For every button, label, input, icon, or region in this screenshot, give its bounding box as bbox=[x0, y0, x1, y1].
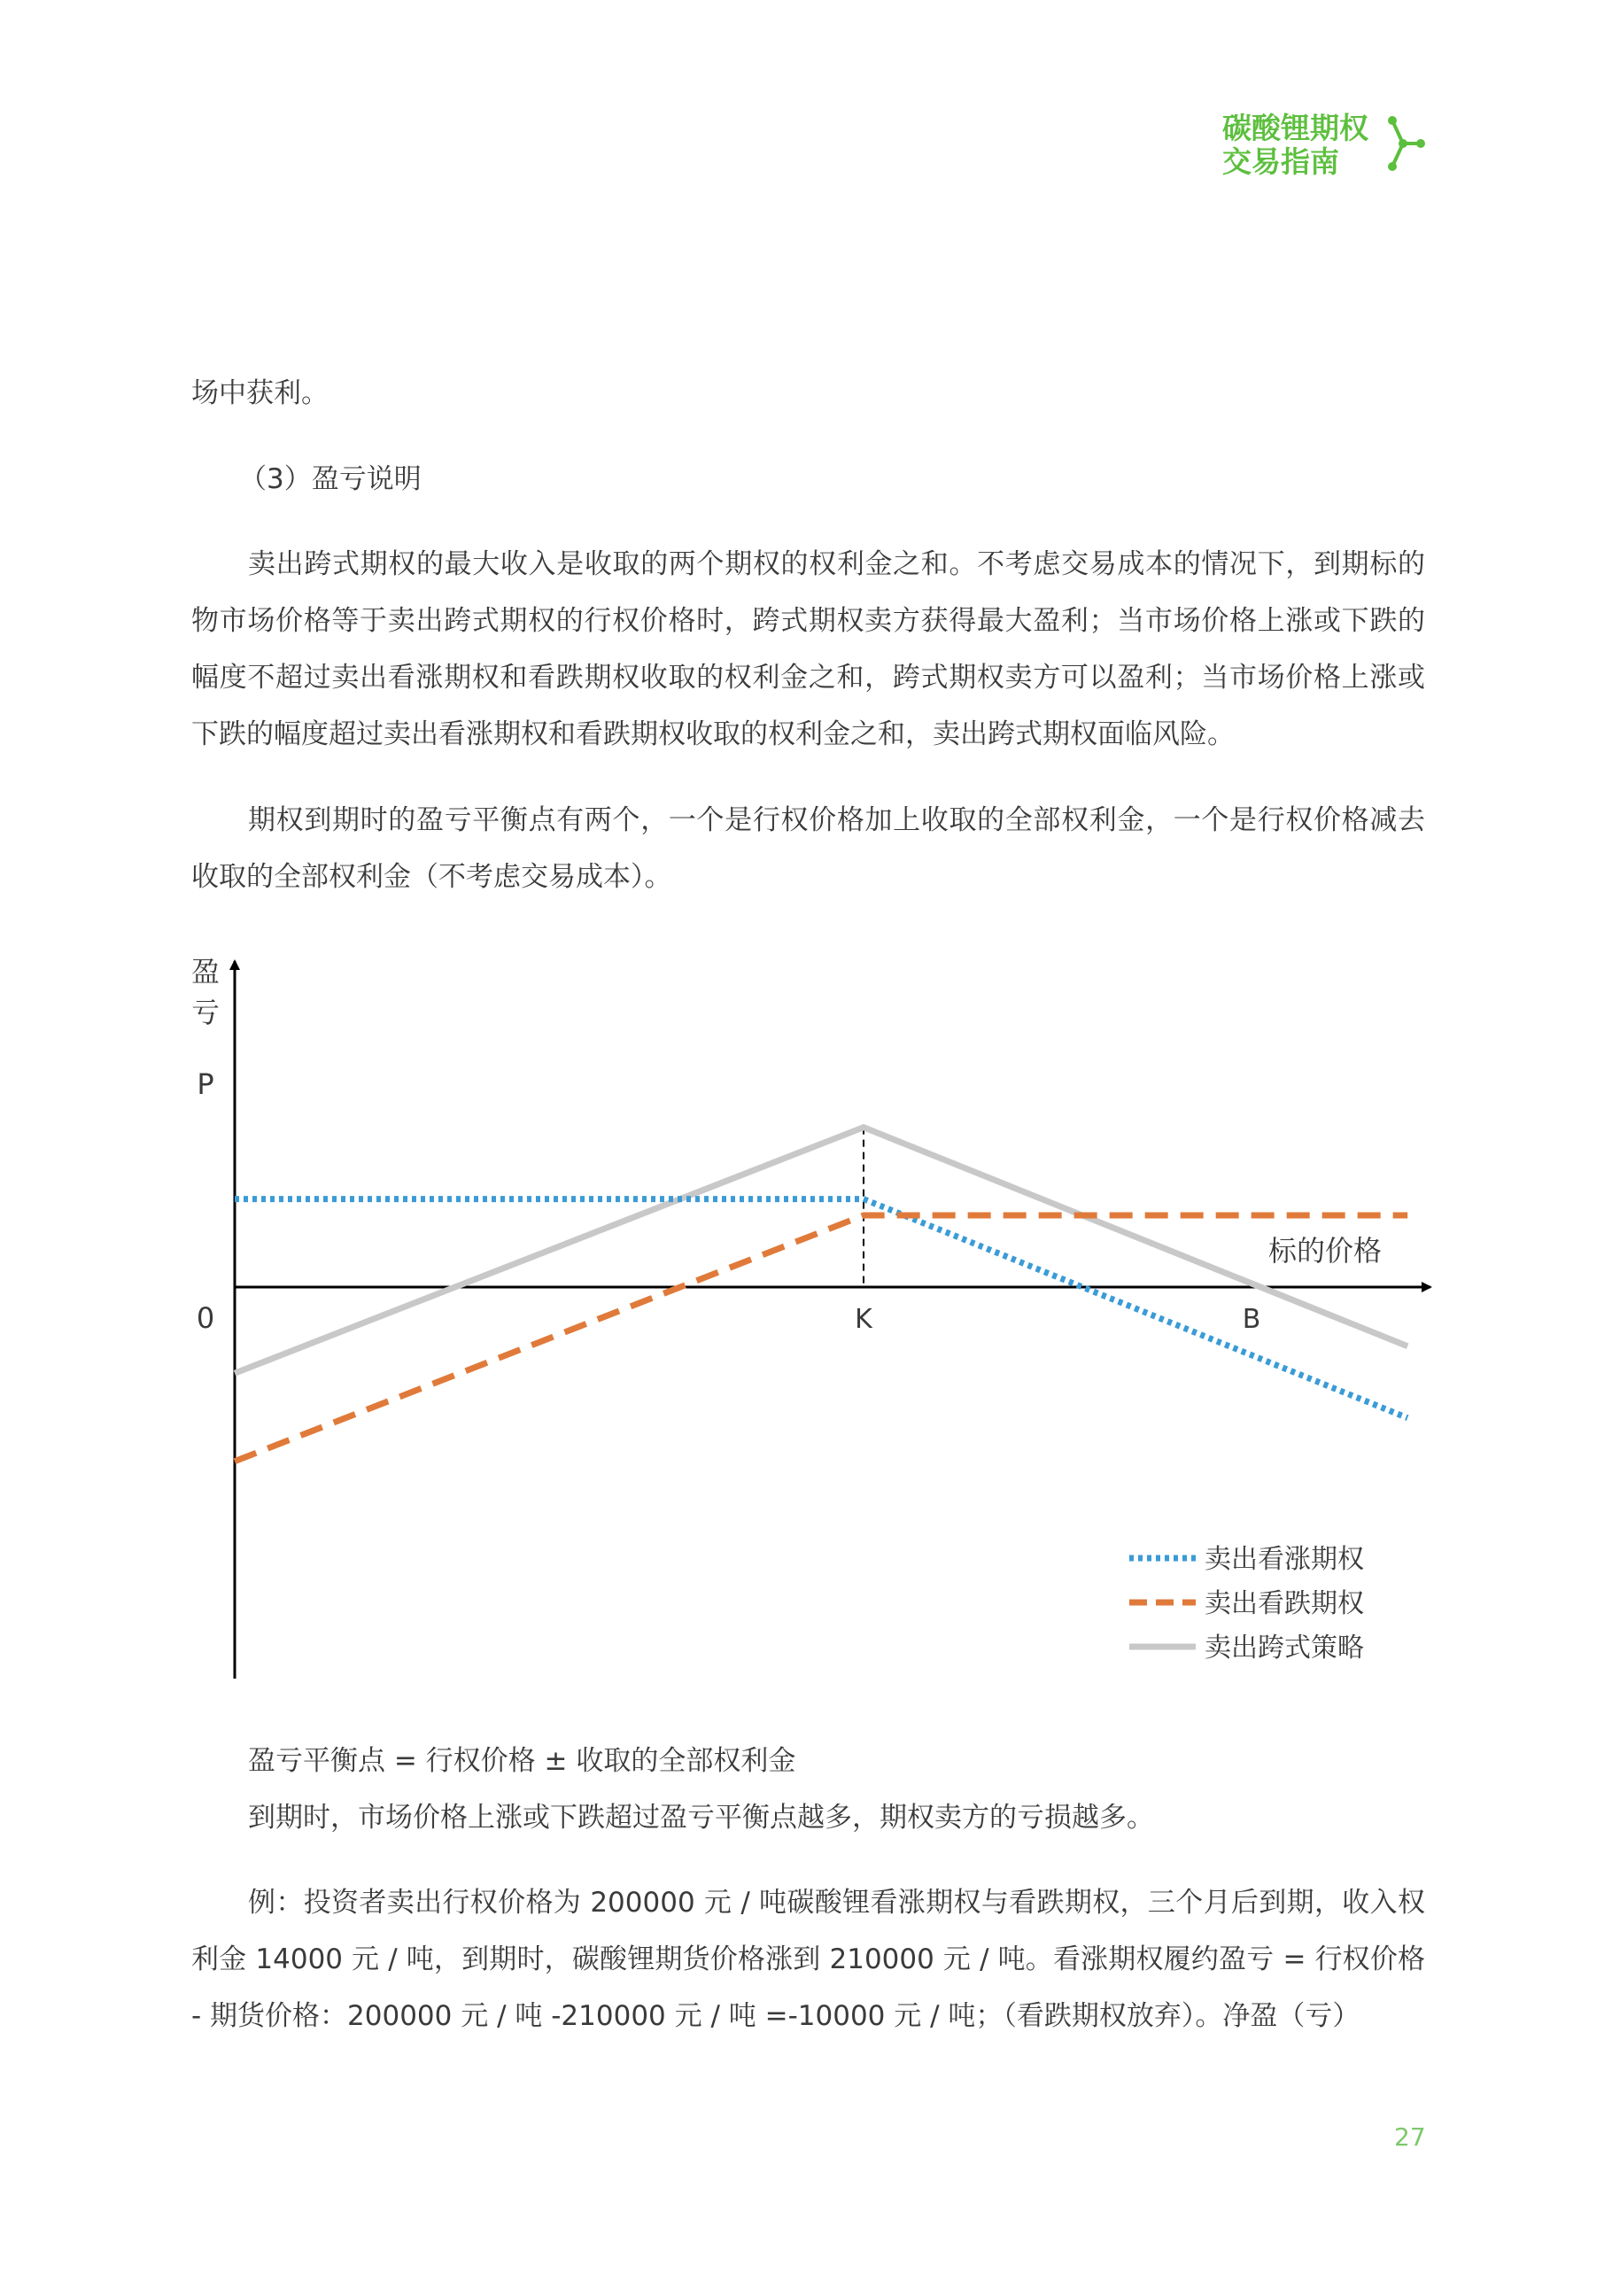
header-title-line2: 交易指南 bbox=[1222, 144, 1339, 179]
y-tick-label-P: P bbox=[197, 1067, 214, 1101]
legend-label: 卖出跨式策略 bbox=[1205, 1633, 1364, 1664]
x-tick-label-B: B bbox=[1242, 1304, 1261, 1335]
paragraph-1-text: 场中获利。 bbox=[191, 377, 329, 409]
expiry-note: 到期时，市场价格上涨或下跌超过盈亏平衡点越多，期权卖方的亏损越多。 bbox=[248, 1802, 1154, 1834]
x-axis-label: 标的价格 bbox=[1267, 1234, 1382, 1268]
example-paragraph-text: 例：投资者卖出行权价格为 200000 元 / 吨碳酸锂看涨期权与看跌期权，三个月后到期，收入权利金 14000 元 / 吨，到期时，碳酸锂期货价格涨到 210000 元 / 吨。看涨期权履约盈亏 = 行权价格 - 期货价格：200000 元 / 吨 -210000 元 / 吨 =-10000 元 / 吨；（看跌期权放弃）。净盈（亏） bbox=[191, 1887, 1425, 2032]
molecule-icon bbox=[1382, 112, 1426, 177]
breakeven-formula: 盈亏平衡点 = 行权价格 ± 收取的全部权利金 bbox=[248, 1745, 796, 1777]
paragraph-3 bbox=[191, 792, 1425, 905]
payoff-chart bbox=[0, 939, 1612, 1683]
series-line-short-call bbox=[235, 1199, 1407, 1418]
header-title-line1: 碳酸锂期权 bbox=[1222, 111, 1368, 145]
section-heading-text: （3）盈亏说明 bbox=[239, 463, 422, 495]
paragraph-3-text: 期权到期时的盈亏平衡点有两个，一个是行权价格加上收取的全部权利金，一个是行权价格减去收取的全部权利金（不考虑交易成本）。 bbox=[191, 804, 1425, 893]
legend-label: 卖出看涨期权 bbox=[1205, 1544, 1364, 1575]
y-axis-label-char: 盈 bbox=[190, 955, 221, 989]
y-axis-label-char: 亏 bbox=[190, 996, 221, 1029]
example-paragraph bbox=[191, 1874, 1425, 2044]
page-number: 27 bbox=[1394, 2122, 1426, 2152]
section-heading bbox=[239, 451, 1473, 508]
header-title bbox=[1222, 112, 1399, 179]
x-tick-label-K: K bbox=[855, 1304, 872, 1335]
y-tick-label-0: 0 bbox=[196, 1301, 215, 1335]
series-line-short-straddle bbox=[235, 1128, 1407, 1374]
paragraph-2-text: 卖出跨式期权的最大收入是收取的两个期权的权利金之和。不考虑交易成本的情况下，到期标的物市场价格等于卖出跨式期权的行权价格时，跨式期权卖方获得最大盈利；当市场价格上涨或下跌的幅度不超过卖出看涨期权和看跌期权收取的权利金之和，跨式期权卖方可以盈利；当市场价格上涨或下跌的幅度超过卖出看涨期权和看跌期权收取的权利金之和，卖出跨式期权面临风险。 bbox=[191, 548, 1425, 750]
paragraph-1 bbox=[191, 365, 1425, 422]
series-line-short-put bbox=[235, 1215, 1407, 1462]
paragraph-2 bbox=[191, 536, 1425, 763]
legend-label: 卖出看跌期权 bbox=[1205, 1588, 1364, 1619]
